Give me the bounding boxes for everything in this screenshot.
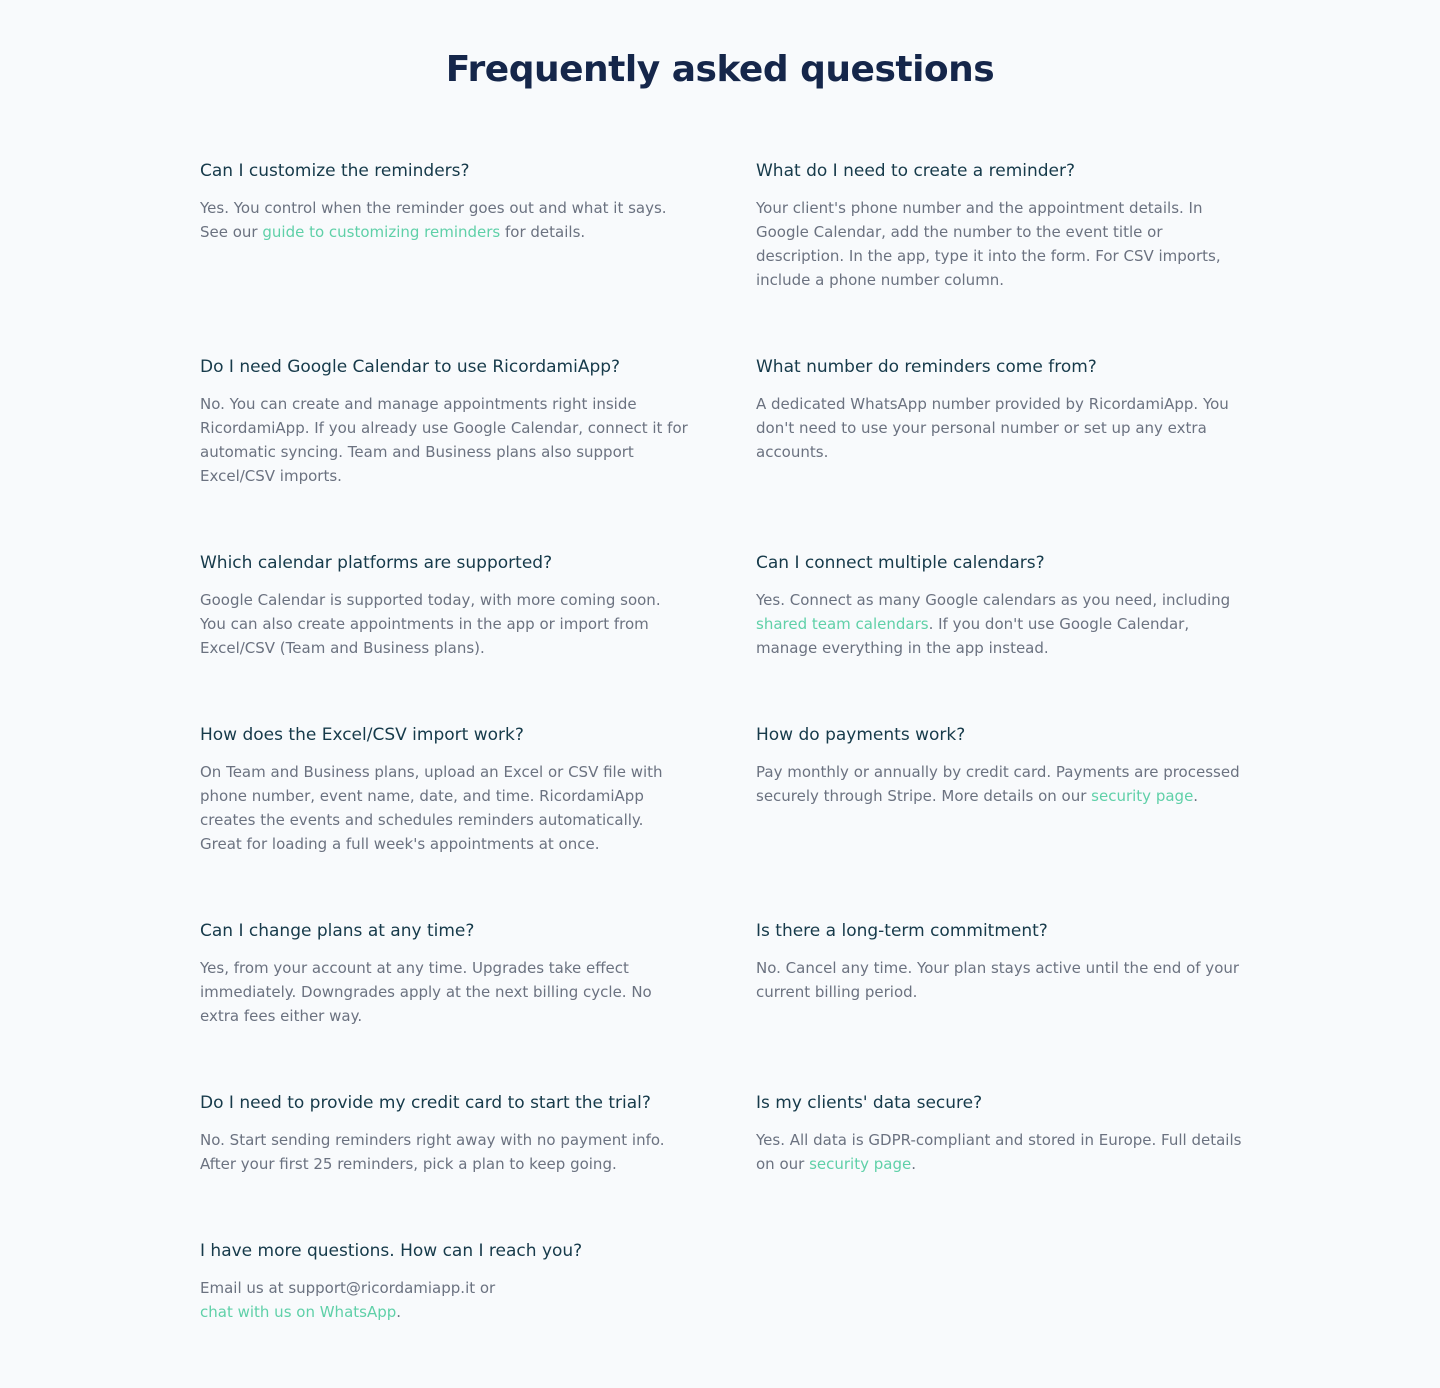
faq-question: Can I change plans at any time? bbox=[200, 921, 475, 941]
faq-item-calendar-platforms bbox=[200, 552, 688, 660]
faq-question: I have more questions. How can I reach you? bbox=[200, 1241, 583, 1261]
faq-answer: Yes. All data is GDPR-compliant and stored in Europe. Full details on our security page. bbox=[756, 1131, 1242, 1173]
faq-item-need-google-calendar bbox=[200, 356, 688, 488]
faq-item-commitment bbox=[756, 920, 1244, 1004]
faq-answer: Email us at support@ricordamiapp.it or chat with us on WhatsApp. bbox=[200, 1279, 496, 1321]
faq-question: Do I need to provide my credit card to start the trial? bbox=[200, 1093, 651, 1113]
faq-answer: Yes, from your account at any time. Upgrades take effect immediately. Downgrades apply at the next billing cycle. No extra fees either way. bbox=[200, 959, 652, 1025]
faq-question: What number do reminders come from? bbox=[756, 357, 1097, 377]
faq-answer: On Team and Business plans, upload an Excel or CSV file with phone number, event name, date, and time. RicordamiApp creates the events and schedules reminders automatically. Great for loading a full week's appointments at once. bbox=[200, 763, 663, 853]
faq-answer: Yes. Connect as many Google calendars as you need, including shared team calendars. If you don't use Google Calendar, manage everything in the app instead. bbox=[756, 591, 1231, 657]
faq-item-csv-import bbox=[200, 724, 688, 856]
faq-item-credit-card-trial bbox=[200, 1092, 688, 1176]
page-title: Frequently asked questions bbox=[445, 49, 995, 90]
faq-item-customize-reminders bbox=[200, 160, 688, 244]
faq-answer: No. You can create and manage appointments right inside RicordamiApp. If you already use Google Calendar, connect it for automatic syncing. Team and Business plans also support Excel/CSV imports. bbox=[200, 395, 688, 485]
shared-team-calendars-link[interactable]: shared team calendars bbox=[756, 615, 929, 633]
faq-question: How do payments work? bbox=[756, 725, 966, 745]
faq-question: Can I customize the reminders? bbox=[200, 161, 470, 181]
faq-item-multiple-calendars bbox=[756, 552, 1244, 660]
faq-question: Is my clients' data secure? bbox=[756, 1093, 983, 1113]
faq-item-reminder-number bbox=[756, 356, 1244, 464]
faq-item-contact bbox=[200, 1240, 583, 1324]
security-page-link[interactable]: security page bbox=[1091, 787, 1194, 805]
faq-question: What do I need to create a reminder? bbox=[756, 161, 1076, 181]
faq-item-payments bbox=[756, 724, 1244, 808]
faq-question: Is there a long-term commitment? bbox=[756, 921, 1048, 941]
faq-question: How does the Excel/CSV import work? bbox=[200, 725, 524, 745]
faq-answer: Pay monthly or annually by credit card. Payments are processed securely through Stripe. More details on our security page. bbox=[756, 763, 1240, 805]
faq-answer: No. Start sending reminders right away with no payment info. After your first 25 reminders, pick a plan to keep going. bbox=[200, 1131, 665, 1173]
faq-answer: No. Cancel any time. Your plan stays active until the end of your current billing period. bbox=[756, 959, 1240, 1001]
faq-item-change-plans bbox=[200, 920, 688, 1028]
faq-answer: Google Calendar is supported today, with more coming soon. You can also create appointments in the app or import from Excel/CSV (Team and Business plans). bbox=[200, 591, 661, 657]
faq-question: Which calendar platforms are supported? bbox=[200, 553, 553, 573]
security-page-link[interactable]: security page bbox=[809, 1155, 912, 1173]
faq-answer: Your client's phone number and the appointment details. In Google Calendar, add the number to the event title or description. In the app, type it into the form. For CSV imports, include a phone number column. bbox=[756, 199, 1221, 289]
faq-answer: Yes. You control when the reminder goes out and what it says. See our guide to customizing reminders for details. bbox=[200, 199, 667, 241]
customizing-reminders-guide-link[interactable]: guide to customizing reminders bbox=[262, 223, 501, 241]
faq-item-data-secure bbox=[756, 1092, 1244, 1176]
faq-answer: A dedicated WhatsApp number provided by RicordamiApp. You don't need to use your personal number or set up any extra accounts. bbox=[756, 395, 1229, 461]
whatsapp-chat-link[interactable]: chat with us on WhatsApp bbox=[200, 1303, 397, 1321]
faq-question: Do I need Google Calendar to use RicordamiApp? bbox=[200, 357, 621, 377]
faq-item-create-reminder bbox=[756, 160, 1244, 292]
faq-question: Can I connect multiple calendars? bbox=[756, 553, 1045, 573]
